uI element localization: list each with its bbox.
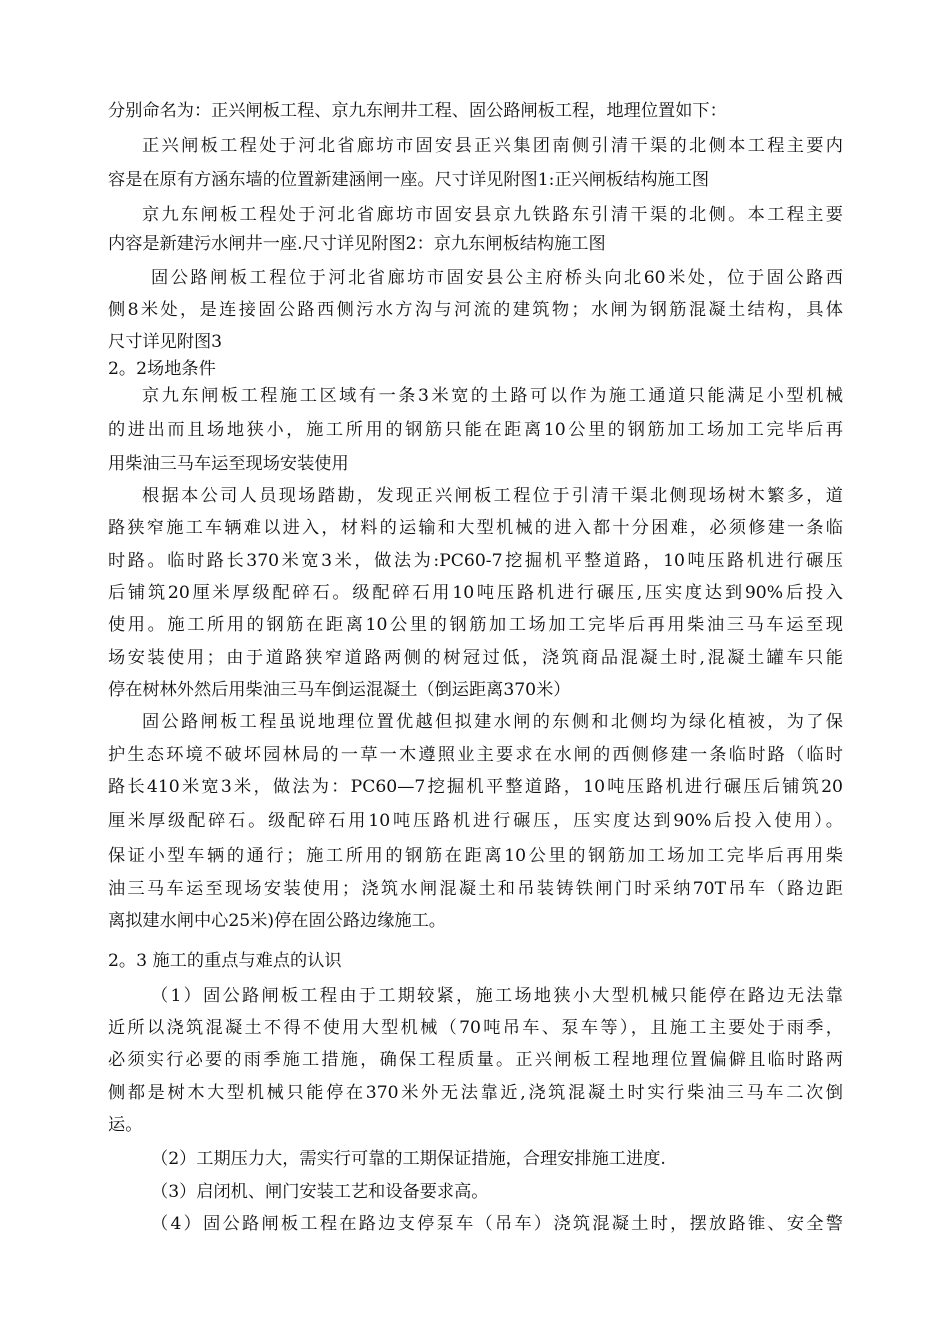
difficulty-item-1-line-3: 必须实行必要的雨季施工措施，确保工程质量。正兴闸板工程地理位置偏僻且临时路两	[108, 1050, 843, 1070]
difficulty-item-1-line-1: （1）固公路闸板工程由于工期较紧，施工场地狭小大型机械只能停在路边无法靠	[151, 986, 843, 1006]
gugonglu-paragraph-line-1: 固公路闸板工程位于河北省廊坊市固安县公主府桥头向北60米处，位于固公路西	[151, 268, 843, 288]
difficulty-item-2: （2）工期压力大，需实行可靠的工期保证措施，合理安排施工进度.	[151, 1149, 666, 1169]
jingjiu-paragraph-line-1: 京九东闸板工程处于河北省廊坊市固安县京九铁路东引清干渠的北侧。本工程主要	[142, 205, 843, 225]
difficulty-item-1-line-2: 近所以浇筑混凝土不得不使用大型机械（70吨吊车、泵车等），且施工主要处于雨季，	[108, 1018, 843, 1038]
site-paragraph-3-line-4: 厘米厚级配碎石。级配碎石用10吨压路机进行碾压，压实度达到90%后投入使用）。	[108, 811, 843, 831]
intro-line: 分别命名为：正兴闸板工程、京九东闸井工程、固公路闸板工程，地理位置如下：	[108, 101, 727, 121]
zhengxing-paragraph-line-1: 正兴闸板工程处于河北省廊坊市固安县正兴集团南侧引清干渠的北侧本工程主要内	[142, 136, 843, 156]
gugonglu-paragraph-line-3: 尺寸详见附图3	[108, 332, 223, 352]
site-paragraph-3-line-7: 离拟建水闸中心25米)停在固公路边缘施工。	[108, 911, 446, 931]
site-paragraph-1-line-3: 用柴油三马车运至现场安装使用	[108, 454, 349, 474]
difficulty-item-1-line-5: 运。	[108, 1115, 143, 1135]
difficulty-item-4: （4）固公路闸板工程在路边支停泵车（吊车）浇筑混凝土时，摆放路锥、安全警	[151, 1214, 843, 1234]
gugonglu-paragraph-line-2: 侧8米处，是连接固公路西侧污水方沟与河流的建筑物；水闸为钢筋混凝土结构，具体	[108, 300, 843, 320]
section-2-2-heading: 2。2场地条件	[108, 359, 216, 379]
site-paragraph-3-line-6: 油三马车运至现场安装使用；浇筑水闸混凝土和吊装铸铁闸门时采纳70T吊车（路边距	[108, 879, 843, 899]
difficulty-item-3: （3）启闭机、闸门安装工艺和设备要求高。	[151, 1182, 489, 1202]
site-paragraph-2-line-6: 场安装使用；由于道路狭窄道路两侧的树冠过低，浇筑商品混凝土时,混凝土罐车只能	[108, 648, 843, 668]
site-paragraph-3-line-3: 路长410米宽3米，做法为：PC60—7挖掘机平整道路，10吨压路机进行碾压后铺筑20	[108, 777, 843, 797]
jingjiu-paragraph-line-2: 内容是新建污水闸井一座.尺寸详见附图2：京九东闸板结构施工图	[108, 234, 606, 254]
site-paragraph-2-line-3: 时路。临时路长370米宽3米，做法为:PC60-7挖掘机平整道路，10吨压路机进行碾压	[108, 551, 843, 571]
difficulty-item-1-line-4: 侧都是树木大型机械只能停在370米外无法靠近,浇筑混凝土时实行柴油三马车二次倒	[108, 1083, 843, 1103]
site-paragraph-2-line-5: 使用。施工所用的钢筋在距离10公里的钢筋加工场加工完毕后再用柴油三马车运至现	[108, 615, 843, 635]
site-paragraph-3-line-1: 固公路闸板工程虽说地理位置优越但拟建水闸的东侧和北侧均为绿化植被，为了保	[142, 712, 843, 732]
site-paragraph-3-line-2: 护生态环境不破坏园林局的一草一木遵照业主要求在水闸的西侧修建一条临时路（临时	[108, 745, 843, 765]
site-paragraph-1-line-1: 京九东闸板工程施工区域有一条3米宽的土路可以作为施工通道只能满足小型机械	[142, 386, 843, 406]
site-paragraph-2-line-7: 停在树林外然后用柴油三马车倒运混凝土（倒运距离370米）	[108, 680, 571, 700]
site-paragraph-2-line-1: 根据本公司人员现场踏勘，发现正兴闸板工程位于引清干渠北侧现场树木繁多，道	[142, 486, 843, 506]
site-paragraph-2-line-2: 路狭窄施工车辆难以进入，材料的运输和大型机械的进入都十分困难，必须修建一条临	[108, 518, 843, 538]
zhengxing-paragraph-line-2: 容是在原有方涵东墙的位置新建涵闸一座。尺寸详见附图1:正兴闸板结构施工图	[108, 170, 710, 190]
section-2-3-heading: 2。3 施工的重点与难点的认识	[108, 951, 342, 971]
site-paragraph-1-line-2: 的进出而且场地狭小，施工所用的钢筋只能在距离10公里的钢筋加工场加工完毕后再	[108, 420, 843, 440]
site-paragraph-2-line-4: 后铺筑20厘米厚级配碎石。级配碎石用10吨压路机进行碾压,压实度达到90%后投入	[108, 583, 843, 603]
site-paragraph-3-line-5: 保证小型车辆的通行；施工所用的钢筋在距离10公里的钢筋加工场加工完毕后再用柴	[108, 846, 843, 866]
